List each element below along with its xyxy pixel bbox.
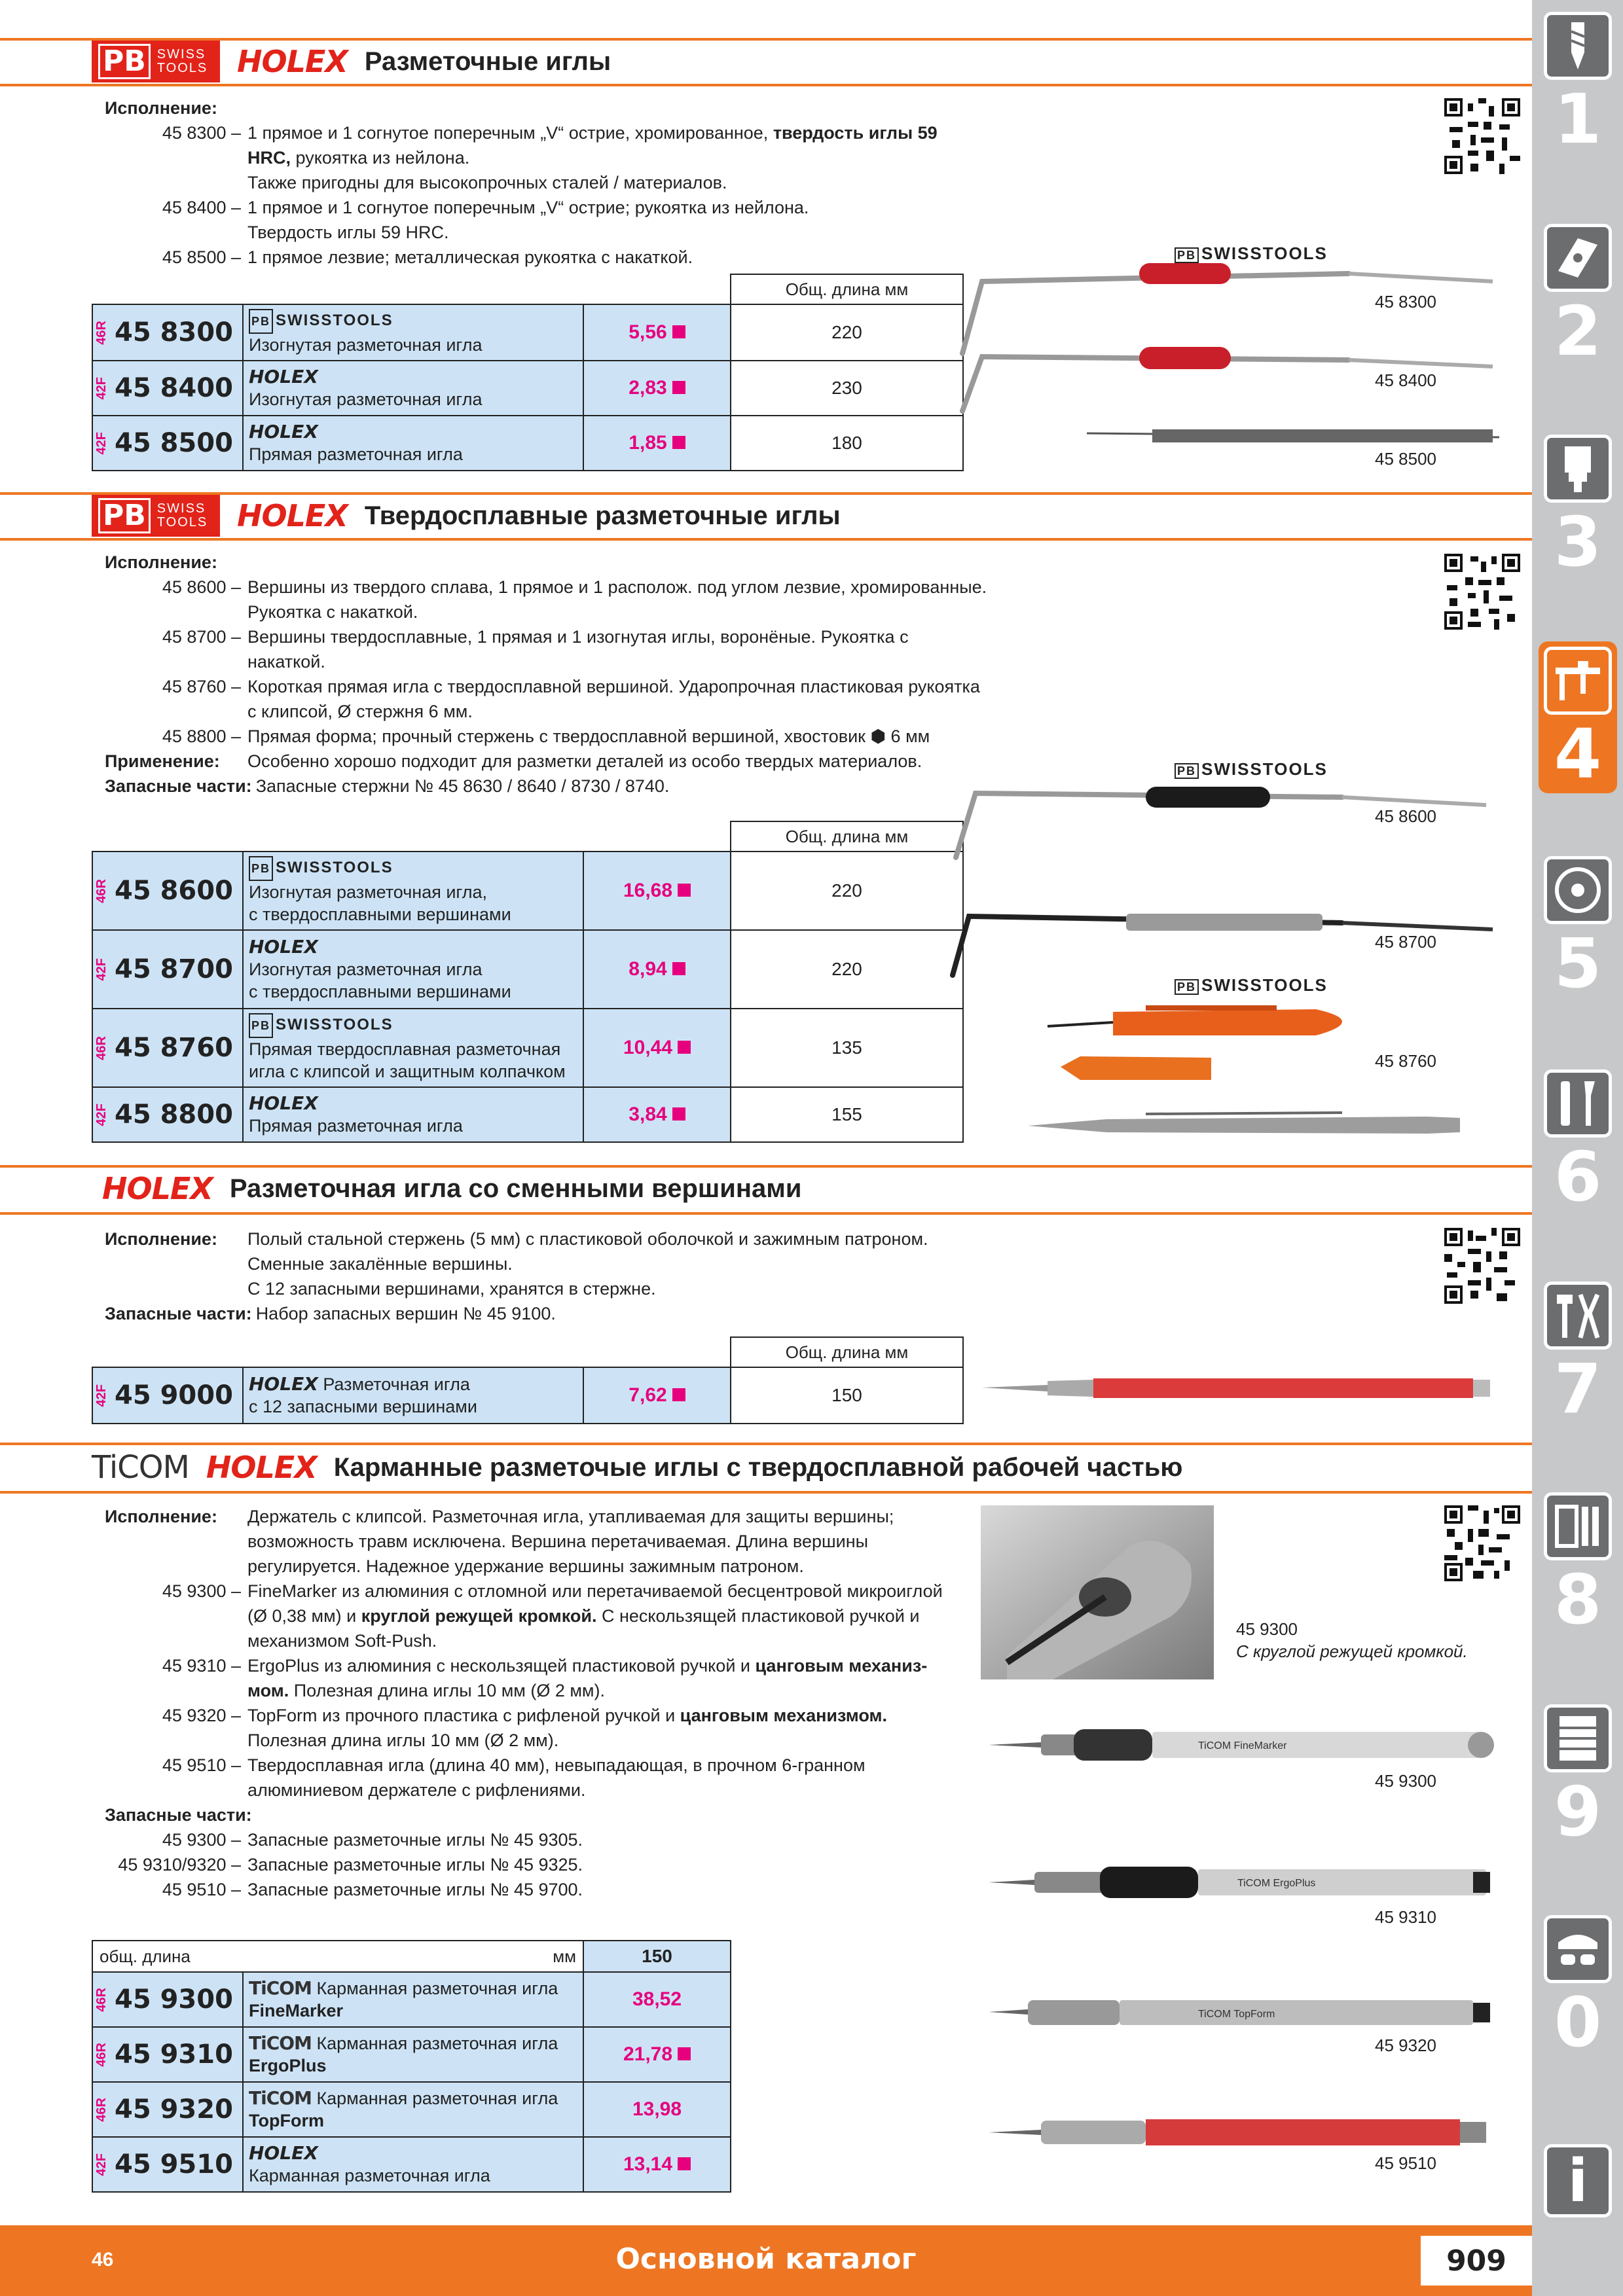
section-2-header: [92, 490, 841, 542]
desc-line: 45 8800 – Прямая форма; прочный стержень с твердосплавной вершиной, хвостовик ⬢ 6 мм: [162, 726, 930, 746]
length: 150: [731, 1367, 963, 1424]
swisstools-label: PB SWISSTOOLS: [1175, 243, 1328, 264]
stock-square-icon: [678, 884, 691, 897]
holex-logo: HOLEX: [206, 1450, 317, 1485]
swisstools-brand: PB SWISSTOOLS: [249, 856, 577, 881]
stock-square-icon: [672, 381, 685, 394]
desc-line: 45 9300 – FineMarker из алюминия с отломной или перетачиваемой бесцентровой микроиглой: [162, 1581, 943, 1601]
table-row[interactable]: 42F 45 8500 HOLEX Прямая разметочная игла 1,85 180: [92, 416, 963, 471]
spare-line: 45 9510 – Запасные разметочные иглы № 45 9700.: [162, 1880, 583, 1899]
qr-code-icon[interactable]: [1444, 1505, 1520, 1581]
price: 5,56: [629, 321, 667, 343]
image-caption: 45 9310: [1375, 1907, 1436, 1927]
qr-code-icon[interactable]: [1444, 98, 1520, 174]
article-number: 45 8760: [115, 1033, 233, 1063]
desc-line: 45 8600 – Вершины из твердого сплава, 1 прямое и 1 располож. под углом лезвие, хромированные.: [162, 577, 987, 597]
chapter-tab-3[interactable]: 3: [1539, 429, 1617, 581]
label-spare-parts: Запасные части:: [105, 1304, 252, 1323]
svg-text:TiCOM FineMarker: TiCOM FineMarker: [1198, 1740, 1287, 1751]
holex-brand: HOLEX: [249, 2142, 318, 2164]
price: 10,44: [623, 1037, 673, 1058]
chapter-tab-info[interactable]: [1539, 2139, 1617, 2217]
section-2-description: [105, 550, 989, 798]
length: 230: [731, 361, 963, 416]
label-execution: Исполнение:: [105, 98, 217, 118]
product-table-3: [92, 1336, 964, 1424]
price: 16,68: [623, 880, 673, 901]
table-row[interactable]: 42F 45 8700 HOLEX Изогнутая разметочная игла с твердосплавными вершинами 8,94 220: [92, 930, 963, 1009]
length: 180: [731, 416, 963, 471]
stock-square-icon: [678, 2157, 691, 2170]
image-caption: 45 9510: [1375, 2153, 1436, 2173]
article-number: 45 9310: [115, 2039, 233, 2070]
image-caption: С круглой режущей кромкой.: [1236, 1641, 1468, 1661]
chuck-icon: [1544, 435, 1612, 503]
stock-square-icon: [672, 436, 685, 449]
label-spare-parts: Запасные части:: [105, 1805, 252, 1825]
chapter-tab-1[interactable]: 1: [1539, 7, 1617, 158]
ticom-brand: TiCOM: [249, 2087, 312, 2109]
col-header-length: Общ. длина мм: [731, 1337, 963, 1367]
section-1-header: [92, 35, 611, 88]
stock-square-icon: [672, 1107, 685, 1121]
image-caption: 45 8600: [1375, 806, 1436, 826]
image-caption: 45 9300: [1236, 1619, 1298, 1639]
col-header-length: Общ. длина мм: [731, 821, 963, 852]
image-caption: 45 9300: [1375, 1771, 1436, 1791]
desc-line: с клипсой, Ø стержня 6 мм.: [247, 702, 473, 721]
image-caption: 45 9320: [1375, 2036, 1436, 2055]
article-number: 45 9320: [115, 2094, 233, 2125]
col-header-total-length: общ. длина: [100, 1946, 191, 1966]
desc-line: 45 8400 – 1 прямое и 1 согнутое поперечным „V“ острие; рукоятка из нейлона.: [162, 198, 809, 217]
price: 8,94: [629, 958, 667, 980]
length: 135: [731, 1009, 963, 1087]
article-number: 45 8500: [115, 428, 233, 458]
label-spare-parts: Запасные части:: [105, 776, 252, 796]
holex-logo: HOLEX: [237, 498, 348, 533]
insert-icon: [1544, 224, 1612, 292]
stock-square-icon: [672, 325, 685, 338]
pliers-icon: [1544, 1282, 1612, 1350]
chapter-tab-9[interactable]: 9: [1539, 1699, 1617, 1851]
catalog-title: Основной каталог: [615, 2242, 917, 2276]
article-number: 45 9510: [115, 2149, 233, 2179]
page-number-left: 46: [92, 2249, 114, 2270]
ticom-logo: TiCOM: [92, 1449, 189, 1486]
table-row[interactable]: 46R 45 9310 TiCOM Карманная разметочная игла ErgoPlus 21,78: [92, 2027, 731, 2082]
table-row[interactable]: 46R 45 9300 TiCOM Карманная разметочная игла FineMarker 38,52: [92, 1972, 731, 2027]
desc-line: Запасные части: Запасные стержни № 45 8630 / 8640 / 8730 / 8740.: [105, 774, 989, 798]
section-title: Карманные разметочые иглы с твердосплавной рабочей частью: [333, 1452, 1183, 1482]
chapter-tab-2[interactable]: 2: [1539, 219, 1617, 370]
holex-brand: HOLEX: [249, 1373, 318, 1395]
article-number: 45 8800: [115, 1100, 233, 1130]
section-4-header: [92, 1441, 1182, 1494]
photo-tip-closeup: [981, 1505, 1214, 1679]
col-header-length: Общ. длина мм: [731, 274, 963, 304]
length: 155: [731, 1087, 963, 1142]
spare-line: 45 9310/9320 – Запасные разметочные иглы № 45 9325.: [118, 1855, 583, 1874]
article-number: 45 8700: [115, 954, 233, 984]
page-number-right: 909: [1421, 2236, 1532, 2286]
pb-swiss-tools-logo: PB SWISS TOOLS: [92, 495, 220, 537]
image-caption: 45 8700: [1375, 932, 1436, 952]
holex-brand: HOLEX: [249, 421, 318, 442]
desc-line: Твердость иглы 59 HRC.: [247, 223, 449, 242]
info-icon: i: [1544, 2144, 1612, 2217]
section-1-description: [105, 96, 989, 270]
article-number: 45 8400: [115, 373, 233, 403]
length: 220: [731, 304, 963, 361]
chapter-tab-6[interactable]: 6: [1539, 1064, 1617, 1216]
image-caption: 45 8500: [1375, 449, 1436, 469]
scriber-drawings-2: [949, 779, 1506, 1145]
safety-icon: [1544, 1915, 1612, 1983]
section-3-header: [102, 1162, 801, 1215]
spare-line: 45 9300 – Запасные разметочные иглы № 45 9305.: [162, 1830, 583, 1850]
article-number: 45 9000: [115, 1380, 233, 1410]
image-caption: 45 8300: [1375, 292, 1436, 312]
article-number: 45 8300: [115, 317, 233, 348]
stock-square-icon: [678, 1041, 691, 1054]
pb-swiss-tools-logo: PB SWISS TOOLS: [92, 41, 220, 82]
price: 13,14: [623, 2153, 673, 2175]
desc-line: (Ø 0,38 мм) и круглой режущей кромкой. С нескользящей пластиковой ручкой и: [247, 1606, 920, 1626]
desc-line: Рукоятка с накаткой.: [247, 602, 418, 622]
price: 38,52: [632, 1988, 682, 2010]
ticom-brand: TiCOM: [249, 2032, 312, 2054]
qr-code-icon[interactable]: [1444, 1228, 1520, 1304]
table-row[interactable]: 42F 45 9000 HOLEX Разметочная игла с 12 запасными вершинами 7,62 150: [92, 1367, 963, 1424]
price: 1,85: [629, 432, 667, 454]
length: 220: [731, 930, 963, 1009]
section-4-description: Исполнение: Держатель с клипсой. Разметочная игла, утапливаемая для защиты вершины; возможность травм исключена. Вершина перетачиваемая. Длина вершины регулируется. Надежное удержание вершины зажимным патроном. 45 9300 – FineMarker из алюминия с отломной или перетачиваемой бесцентровой микроиглой (Ø 0,38 мм) и круглой режущей кромкой. С нескользящей пластиковой ручкой и механизмом Soft-Push. 45 9310 – ErgoPlus из алюминия с нескользящей пластиковой ручкой и цанговым механиз- мом. Полезная длина иглы 10 мм (Ø 2 мм). 45 9320 – TopForm из прочного пластика с рифленой ручкой и цанговым механизмом. Полезная длина иглы 10 мм (Ø 2 мм). 45 9510 – Твердосплавная игла (длина 40 мм), невыпадающая, в прочном 6-гранном алюминиевом держателе с рифлениями. Запасные части: 45 9300 – Запасные разметочные иглы № 45 9305. 45 9310/9320 – Запасные разметочные иглы № 45 9325. 45 9510 – Запасные разметочные иглы № 45 9700.: [105, 1504, 982, 1902]
col-header-unit: мм: [553, 1946, 576, 1966]
swisstools-label: PB SWISSTOOLS: [1175, 975, 1328, 996]
table-row[interactable]: 46R 45 8300 PB SWISSTOOLS Изогнутая разметочная игла 5,56 220: [92, 304, 963, 361]
grinding-disc-icon: [1544, 856, 1612, 924]
section-title: Разметочная игла со сменными вершинами: [229, 1174, 802, 1203]
chapter-tab-7[interactable]: 7: [1539, 1276, 1617, 1428]
chapter-tab-8[interactable]: 8: [1539, 1487, 1617, 1639]
chapter-sidebar: [1532, 0, 1623, 2296]
footer: [0, 2225, 1532, 2296]
svg-text:TiCOM ErgoPlus: TiCOM ErgoPlus: [1237, 1878, 1316, 1889]
cabinet-icon: [1544, 1704, 1612, 1772]
price: 2,83: [629, 377, 667, 399]
desc-line: 45 8300 – 1 прямое и 1 согнутое поперечным „V“ острие, хромированное, твердость иглы 59 HRC, рукоятка из нейлона.: [162, 123, 938, 168]
section-3-description: Исполнение: Полый стальной стержень (5 мм) с пластиковой оболочкой и зажимным патроном. Сменные закалённые вершины. С 12 запасными вершинами, хранятся в стержне. Запасные части: Набор запасных вершин № 45 9100.: [105, 1227, 989, 1326]
holex-brand: HOLEX: [249, 1092, 318, 1114]
table-row[interactable]: 46R 45 8600 PB SWISSTOOLS Изогнутая разметочная игла, с твердосплавными вершинами 16,68 220: [92, 852, 963, 930]
desc-line: 45 9510 – Твердосплавная игла (длина 40 мм), невыпадающая, в прочном 6-гранном: [162, 1755, 866, 1775]
hand-tools-icon: [1544, 1069, 1612, 1138]
section-title: Твердосплавные разметочные иглы: [364, 501, 841, 530]
desc-line: 45 9310 – ErgoPlus из алюминия с нескользящей пластиковой ручкой и цанговым механиз-: [162, 1656, 928, 1676]
stock-square-icon: [672, 962, 685, 975]
desc-line: Также пригодны для высокопрочных сталей / материалов.: [247, 173, 727, 192]
product-table-1: [92, 274, 964, 471]
table-row[interactable]: 46R 45 8760 PB SWISSTOOLS Прямая твердосплавная разметочная игла с клипсой и защитным колпачком 10,44 135: [92, 1009, 963, 1087]
label-application: Применение:: [105, 751, 220, 771]
holex-brand: HOLEX: [249, 936, 318, 958]
caliper-icon: [1544, 647, 1612, 715]
article-number: 45 8600: [115, 876, 233, 906]
product-table-4: [92, 1940, 731, 2193]
stock-square-icon: [672, 1388, 685, 1401]
holex-brand: HOLEX: [249, 366, 318, 387]
stock-square-icon: [678, 2047, 691, 2060]
chapter-tab-5[interactable]: 5: [1539, 851, 1617, 1003]
col-header-length-value: 150: [583, 1941, 731, 1972]
workshop-icon: [1544, 1492, 1612, 1560]
swisstools-brand: PB SWISSTOOLS: [249, 1013, 577, 1038]
svg-text:TiCOM TopForm: TiCOM TopForm: [1198, 2009, 1275, 2020]
price: 21,78: [623, 2043, 673, 2065]
qr-code-icon[interactable]: [1444, 554, 1520, 630]
swisstools-label: PB SWISSTOOLS: [1175, 759, 1328, 780]
scriber-drawing-3: [976, 1372, 1493, 1405]
label-execution: Исполнение:: [105, 1229, 217, 1249]
swisstools-brand: PB SWISSTOOLS: [249, 309, 577, 334]
desc-line: алюминиевом держателе с рифлениями.: [247, 1780, 586, 1800]
desc-line: 45 8760 – Короткая прямая игла с твердосплавной вершиной. Ударопрочная пластиковая рукоятка: [162, 677, 980, 696]
label-execution: Исполнение:: [105, 1507, 217, 1526]
table-row[interactable]: 46R 45 9320 TiCOM Карманная разметочная игла TopForm 13,98: [92, 2082, 731, 2137]
section-title: Разметочные иглы: [364, 46, 611, 76]
desc-line: механизмом Soft-Push.: [247, 1631, 437, 1651]
drill-icon: [1544, 12, 1612, 80]
table-row[interactable]: 42F 45 8800 HOLEX Прямая разметочная игла 3,84 155: [92, 1087, 963, 1142]
price: 7,62: [629, 1384, 667, 1406]
chapter-tab-4[interactable]: 4: [1539, 641, 1617, 793]
product-table-2: [92, 821, 964, 1143]
ticom-brand: TiCOM: [249, 1977, 312, 1999]
image-caption: 45 8400: [1375, 370, 1436, 390]
article-number: 45 9300: [115, 1984, 233, 2015]
price: 3,84: [629, 1103, 667, 1125]
desc-line: 45 9320 – TopForm из прочного пластика с рифленой ручкой и цанговым механизмом.: [162, 1706, 887, 1725]
chapter-tab-0[interactable]: 0: [1539, 1910, 1617, 2062]
desc-line: Применение: Особенно хорошо подходит для разметки деталей из особо твердых материалов.: [105, 749, 989, 774]
price: 13,98: [632, 2098, 682, 2120]
desc-line: Полезная длина иглы 10 мм (Ø 2 мм).: [247, 1731, 559, 1750]
label-execution: Исполнение:: [105, 552, 217, 572]
length: 220: [731, 852, 963, 930]
desc-line: мом. Полезная длина иглы 10 мм (Ø 2 мм).: [247, 1681, 605, 1700]
holex-logo: HOLEX: [237, 44, 348, 79]
desc-line: 45 8700 – Вершины твердосплавные, 1 прямая и 1 изогнутая иглы, воронёные. Рукоятка с накаткой.: [162, 627, 909, 672]
desc-line: 45 8500 – 1 прямое лезвие; металлическая рукоятка с накаткой.: [162, 247, 693, 267]
table-row[interactable]: 42F 45 9510 HOLEX Карманная разметочная игла 13,14: [92, 2137, 731, 2192]
image-caption: 45 8760: [1375, 1051, 1436, 1071]
table-row[interactable]: 42F 45 8400 HOLEX Изогнутая разметочная игла 2,83 230: [92, 361, 963, 416]
holex-logo: HOLEX: [102, 1171, 213, 1206]
